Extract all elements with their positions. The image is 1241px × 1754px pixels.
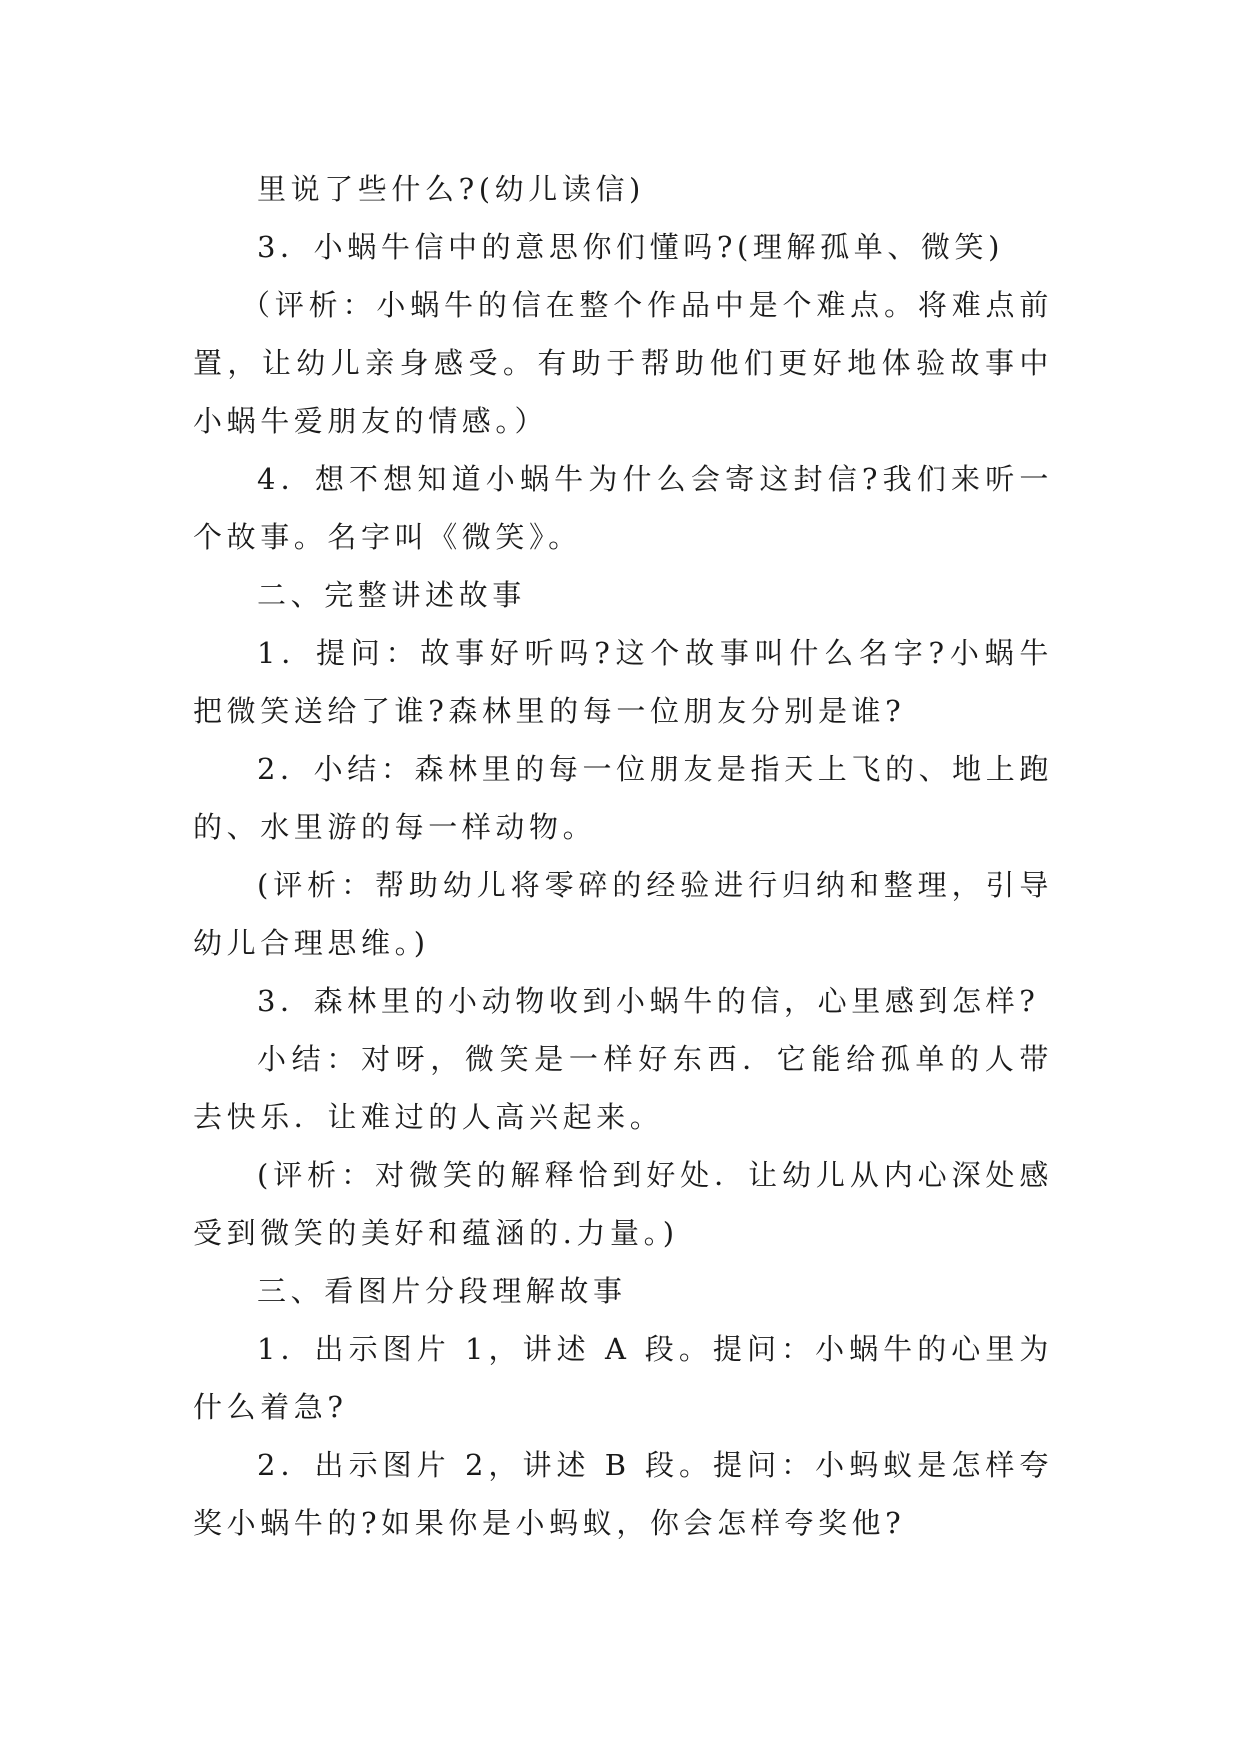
paragraph-picture-1: 1．出示图片 1，讲述 A 段。提问：小蜗牛的心里为什么着急?: [193, 1332, 1053, 1424]
paragraph-step-1: 1．提问：故事好听吗?这个故事叫什么名字?小蜗牛把微笑送给了谁?森林里的每一位朋友分别是谁?: [193, 636, 1053, 728]
section-heading-3: 三、看图片分段理解故事: [257, 1274, 627, 1308]
paragraph-picture-2: 2．出示图片 2，讲述 B 段。提问：小蚂蚁是怎样夸奖小蜗牛的?如果你是小蚂蚁，你会怎样夸奖他?: [193, 1448, 1053, 1540]
paragraph-analysis-2: (评析：帮助幼儿将零碎的经验进行归纳和整理，引导幼儿合理思维。): [193, 868, 1053, 960]
paragraph-analysis-1: （评析：小蜗牛的信在整个作品中是个难点。将难点前置，让幼儿亲身感受。有助于帮助他们更好地体验故事中小蜗牛爱朋友的情感。）: [193, 288, 1053, 438]
paragraph-analysis-3: (评析：对微笑的解释恰到好处．让幼儿从内心深处感受到微笑的美好和蕴涵的.力量。): [193, 1158, 1053, 1250]
paragraph-continuation: 里说了些什么?(幼儿读信): [257, 172, 645, 206]
paragraph-question-3: 3．小蜗牛信中的意思你们懂吗?(理解孤单、微笑): [257, 230, 1005, 264]
paragraph-step-2: 2．小结：森林里的每一位朋友是指天上飞的、地上跑的、水里游的每一样动物。: [193, 752, 1053, 844]
paragraph-summary: 小结：对呀，微笑是一样好东西．它能给孤单的人带去快乐．让难过的人高兴起来。: [193, 1042, 1053, 1134]
document-body: [193, 160, 1053, 1552]
paragraph-question-4: 4．想不想知道小蜗牛为什么会寄这封信?我们来听一个故事。名字叫《微笑》。: [193, 462, 1053, 554]
paragraph-step-3: 3．森林里的小动物收到小蜗牛的信，心里感到怎样?: [257, 984, 1040, 1018]
section-heading-2: 二、完整讲述故事: [257, 578, 526, 612]
